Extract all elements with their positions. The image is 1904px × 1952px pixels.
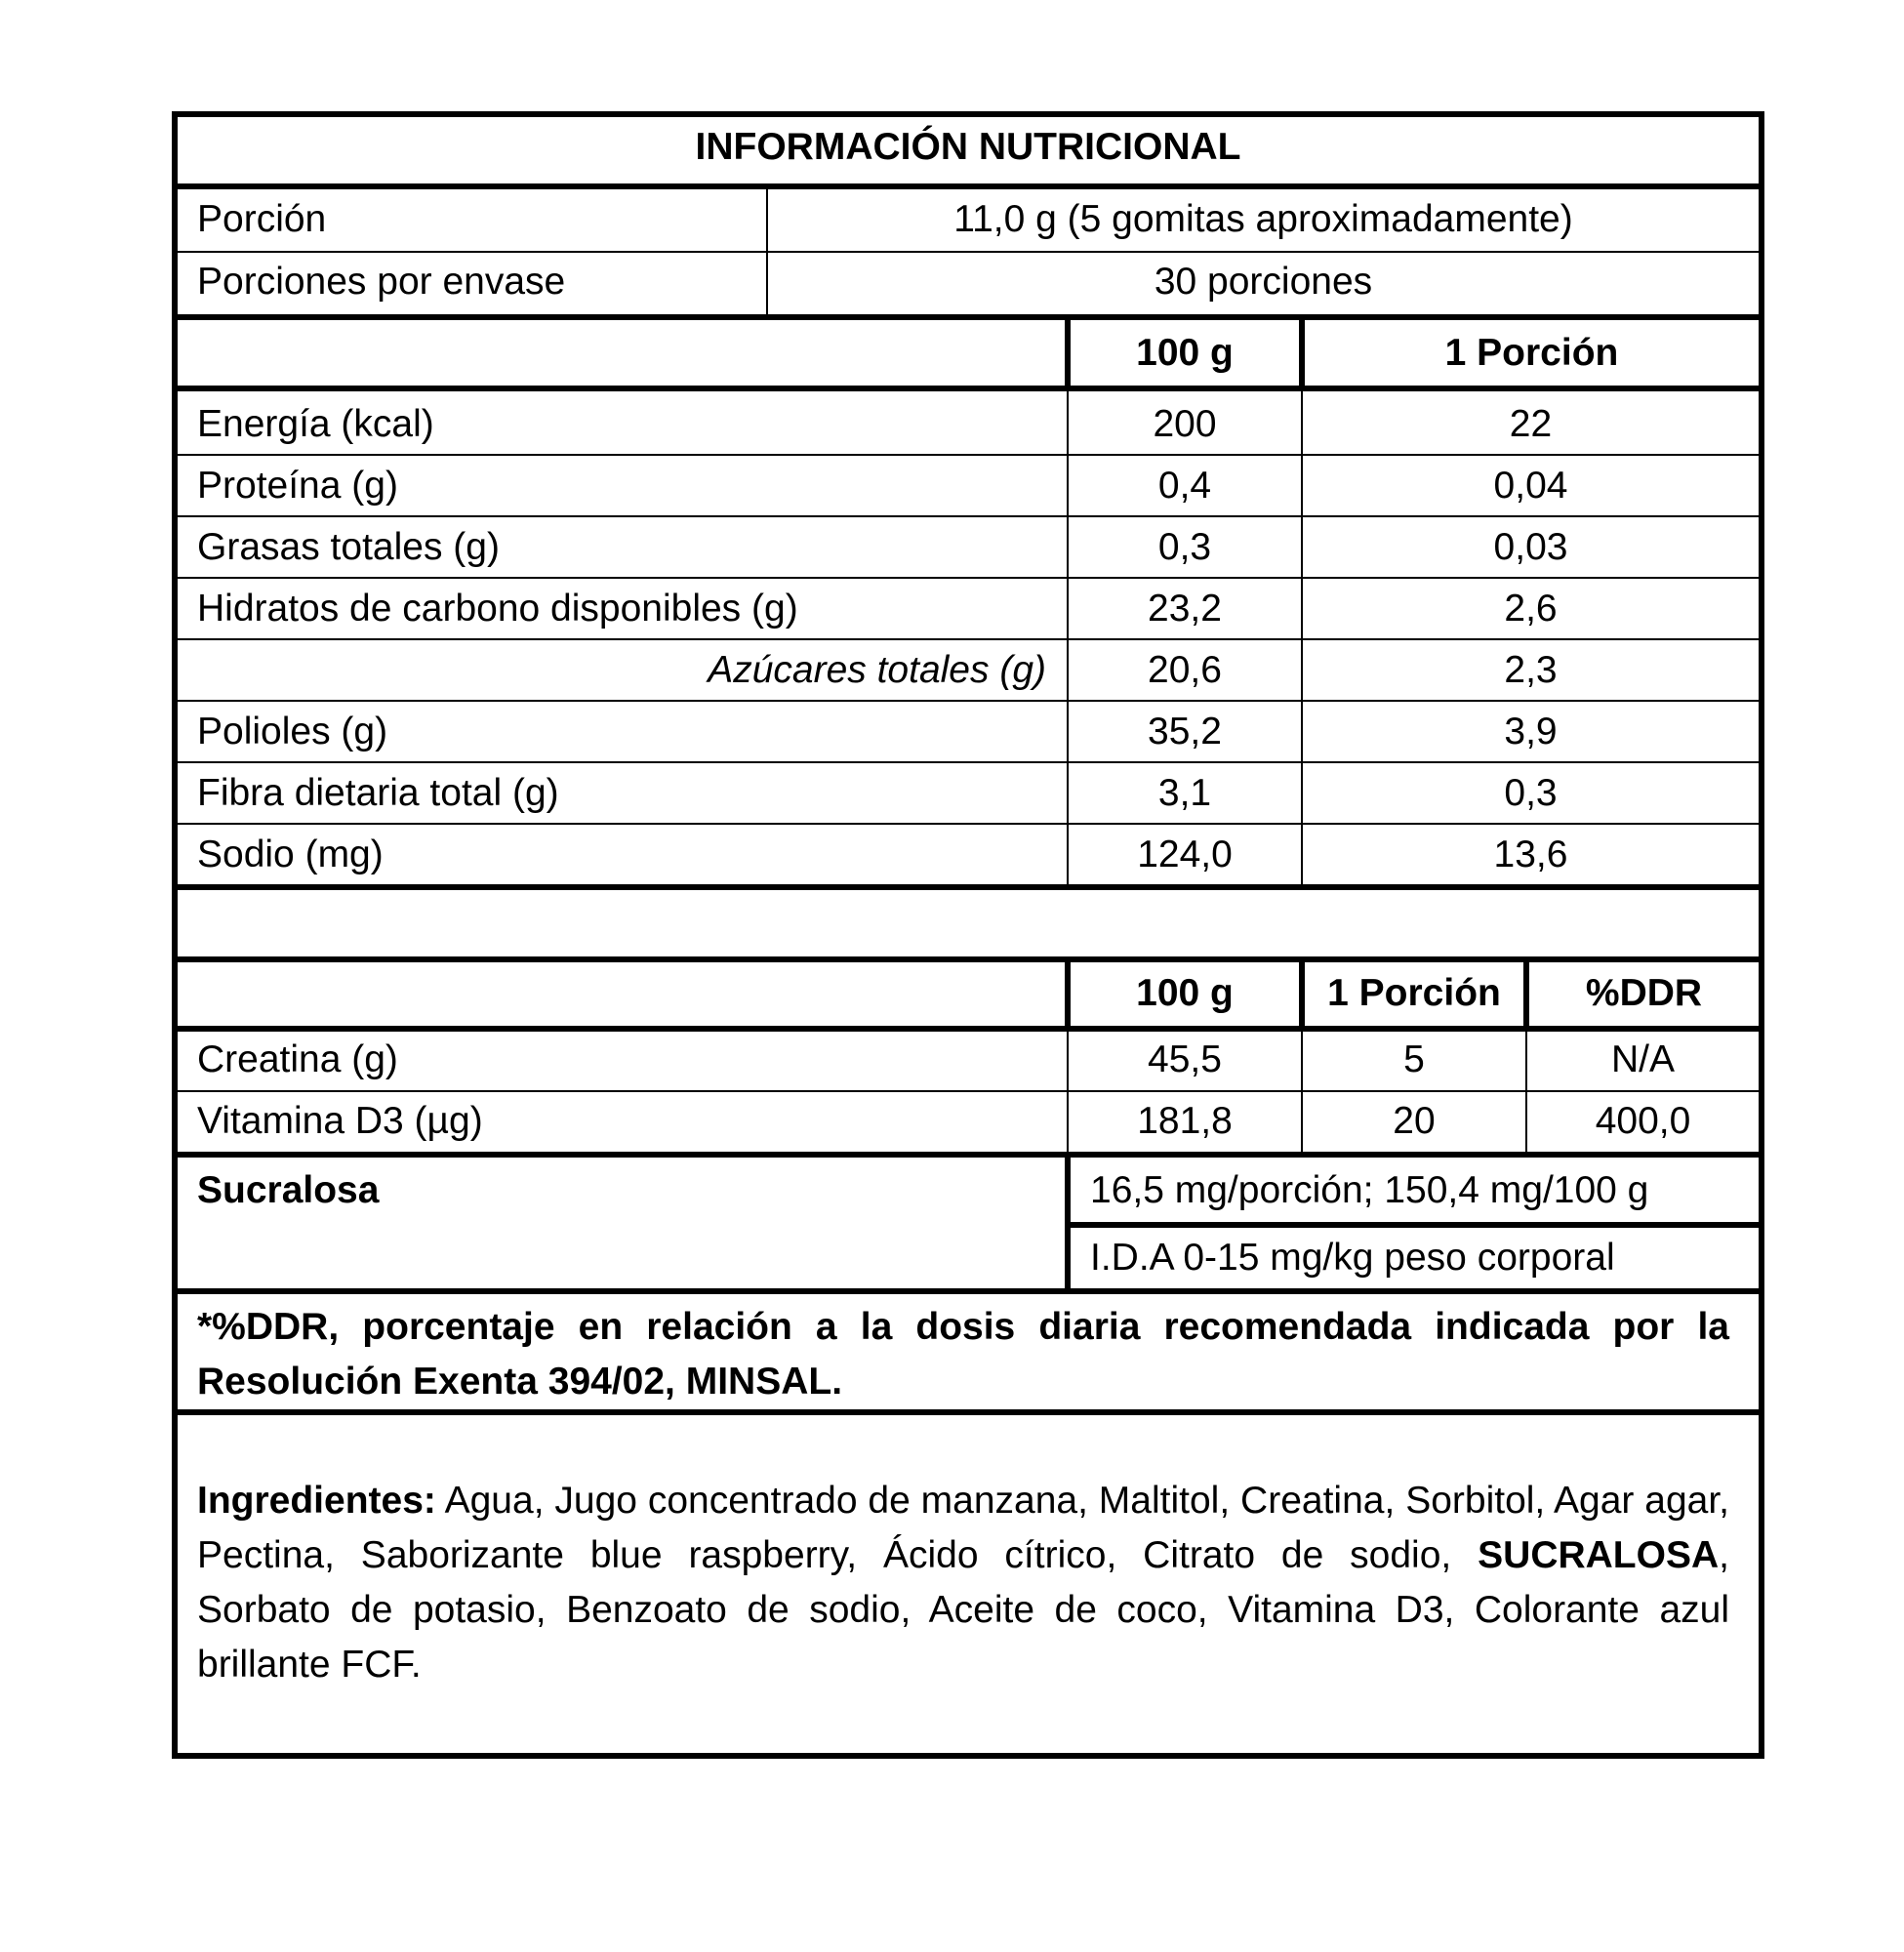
rule-under-main-table	[172, 884, 1764, 890]
row-proteina-label: Proteína (g)	[197, 465, 398, 507]
rule-row-1	[172, 454, 1764, 456]
rule-sucralosa-split	[1068, 1222, 1764, 1228]
ingredients-text-1: Agua, Jugo concentrado de manzana, Maltitol, Creatina, Sorbitol, Agar agar, Pectina, Saborizante blue raspberry, Ácido cítrico, Citrato de sodio,	[197, 1480, 1729, 1576]
row-grasas-portion: 0,03	[1493, 526, 1568, 568]
sucralosa-label: Sucralosa	[197, 1169, 380, 1211]
row-sodio-per100: 124,0	[1137, 834, 1233, 875]
row-hidratos-per100: 23,2	[1148, 588, 1222, 630]
row-hidratos-label: Hidratos de carbono disponibles (g)	[197, 588, 798, 630]
row-sodio-label: Sodio (mg)	[197, 834, 384, 875]
row-vitamina-ddr: 400,0	[1595, 1100, 1691, 1142]
rule-under-per-pack	[172, 314, 1764, 320]
row-energia-per100: 200	[1153, 403, 1217, 445]
rule-under-main-header	[172, 386, 1764, 391]
row-vitamina-portion: 20	[1393, 1100, 1436, 1142]
per-pack-value: 30 porciones	[1154, 261, 1373, 303]
rule-row-7	[172, 823, 1764, 825]
main-header-per100: 100 g	[1136, 332, 1234, 374]
rule-under-extra-table	[172, 1152, 1764, 1158]
row-sodio-portion: 13,6	[1493, 834, 1568, 875]
row-grasas-label: Grasas totales (g)	[197, 526, 500, 568]
rule-row-6	[172, 761, 1764, 763]
rule-under-sucralosa	[172, 1288, 1764, 1294]
rule-row-5	[172, 700, 1764, 702]
row-polioles-portion: 3,9	[1504, 711, 1558, 752]
row-energia-portion: 22	[1509, 403, 1553, 445]
rule-under-title	[172, 183, 1764, 189]
row-creatina-per100: 45,5	[1148, 1038, 1222, 1080]
portion-label: Porción	[197, 198, 327, 240]
row-fibra-portion: 0,3	[1504, 772, 1558, 814]
rule-row-4	[172, 638, 1764, 640]
row-vitamina-label: Vitamina D3 (µg)	[197, 1100, 483, 1142]
portion-value: 11,0 g (5 gomitas aproximadamente)	[953, 198, 1573, 240]
row-energia-label: Energía (kcal)	[197, 403, 434, 445]
row-creatina-portion: 5	[1403, 1038, 1425, 1080]
row-fibra-per100: 3,1	[1157, 772, 1212, 814]
rule-under-footnote	[172, 1409, 1764, 1415]
sucralosa-ida: I.D.A 0-15 mg/kg peso corporal	[1090, 1237, 1615, 1279]
ddr-footnote: *%DDR, porcentaje en relación a la dosis diaria recomendada indicada por la Resolución Exenta 394/02, MINSAL.	[197, 1306, 1729, 1403]
rule-sucralosa-divider	[1065, 1158, 1071, 1288]
main-header-portion: 1 Porción	[1444, 332, 1619, 374]
ingredients-label: Ingredientes:	[197, 1480, 436, 1522]
rule-row-2	[172, 515, 1764, 517]
ingredients-paragraph	[197, 1474, 1729, 1692]
per-pack-label: Porciones por envase	[197, 261, 566, 303]
row-azucares-label: Azúcares totales (g)	[708, 649, 1046, 691]
ingredients-text-2: , Sorbato de potasio, Benzoato de sodio, Aceite de coco, Vitamina D3, Colorante azul brillante FCF.	[197, 1534, 1729, 1686]
label-title: INFORMACIÓN NUTRICIONAL	[695, 126, 1241, 168]
row-creatina-label: Creatina (g)	[197, 1038, 398, 1080]
row-polioles-label: Polioles (g)	[197, 711, 388, 752]
rule-row-3	[172, 577, 1764, 579]
extra-header-per100: 100 g	[1136, 972, 1234, 1014]
row-azucares-per100: 20,6	[1148, 649, 1222, 691]
ingredients-sucralosa: SUCRALOSA	[1478, 1534, 1720, 1576]
row-hidratos-portion: 2,6	[1504, 588, 1558, 630]
row-proteina-per100: 0,4	[1157, 465, 1212, 507]
row-creatina-ddr: N/A	[1610, 1038, 1675, 1080]
row-vitamina-per100: 181,8	[1137, 1100, 1233, 1142]
extra-header-ddr: %DDR	[1585, 972, 1703, 1014]
row-proteina-portion: 0,04	[1493, 465, 1568, 507]
row-fibra-label: Fibra dietaria total (g)	[197, 772, 559, 814]
extra-header-portion: 1 Porción	[1327, 972, 1501, 1014]
rule-under-portion	[172, 251, 1764, 253]
sucralosa-dose: 16,5 mg/porción; 150,4 mg/100 g	[1090, 1169, 1649, 1211]
row-polioles-per100: 35,2	[1148, 711, 1222, 752]
row-azucares-portion: 2,3	[1504, 649, 1558, 691]
row-grasas-per100: 0,3	[1157, 526, 1212, 568]
